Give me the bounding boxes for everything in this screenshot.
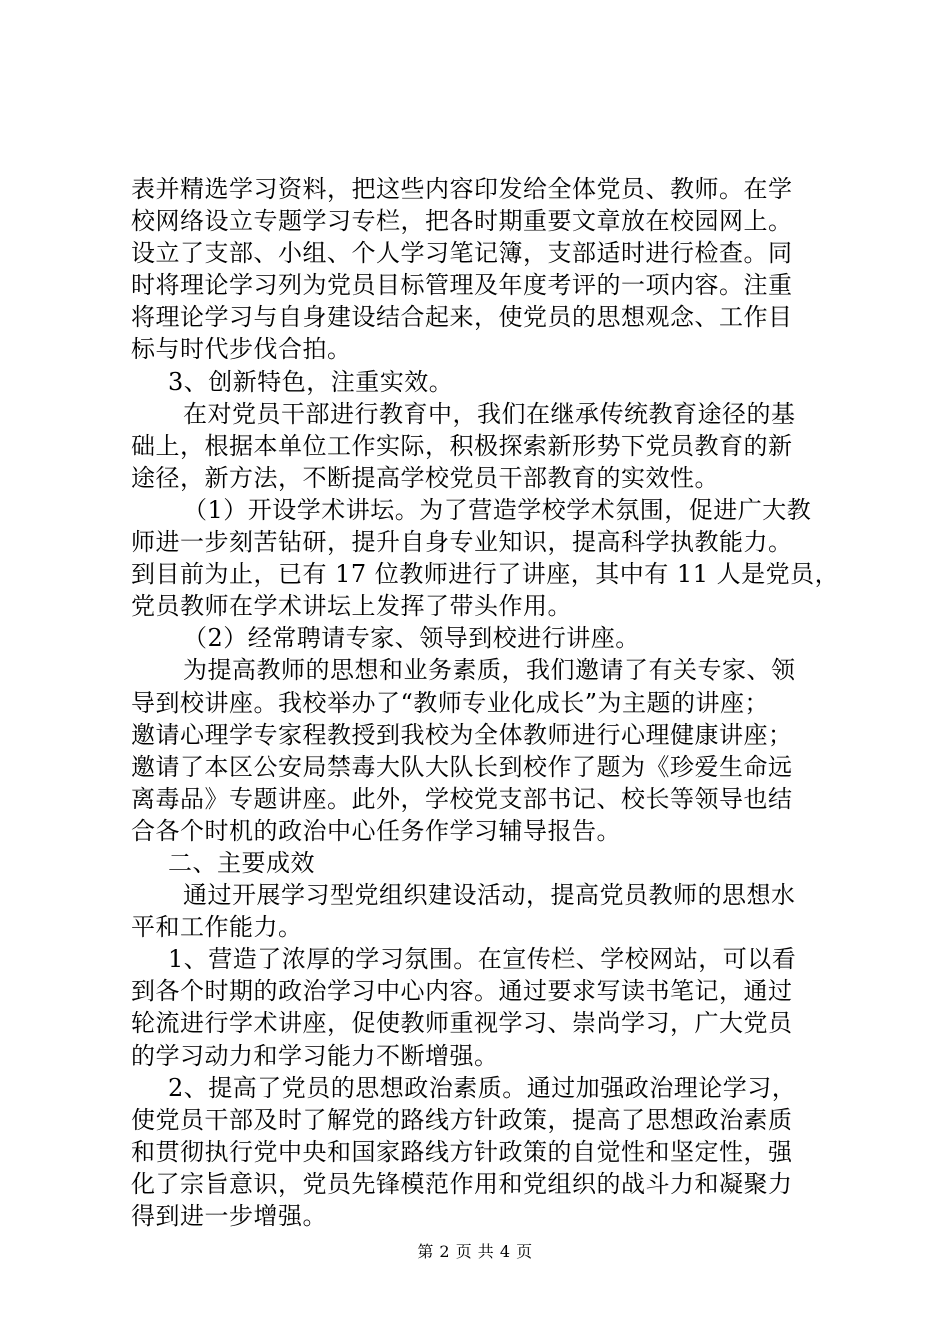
text-line: （1）开设学术讲坛。为了营造学校学术氛围，促进广大教 xyxy=(183,495,812,524)
text-line: 1、营造了浓厚的学习氛围。在宣传栏、学校网站，可以看 xyxy=(168,945,797,974)
text-line: 到各个时期的政治学习中心内容。通过要求写读书笔记，通过 xyxy=(131,977,793,1006)
text-line: 将理论学习与自身建设结合起来，使党员的思想观念、工作目 xyxy=(131,303,793,332)
text-line: 时将理论学习列为党员目标管理及年度考评的一项内容。注重 xyxy=(131,271,793,300)
text-line: 在对党员干部进行教育中，我们在继承传统教育途径的基 xyxy=(183,399,796,428)
text-line: 平和工作能力。 xyxy=(131,913,303,942)
text-line: 导到校讲座。我校举办了“教师专业化成长”为主题的讲座； xyxy=(131,688,770,717)
text-line: 邀请心理学专家程教授到我校为全体教师进行心理健康讲座； xyxy=(131,720,793,749)
text-line: 2、提高了党员的思想政治素质。通过加强政治理论学习， xyxy=(168,1073,797,1102)
document-body xyxy=(131,173,840,1232)
text-line: 使党员干部及时了解党的路线方针政策，提高了思想政治素质 xyxy=(131,1105,793,1134)
text-line: 合各个时机的政治中心任务作学习辅导报告。 xyxy=(131,816,621,845)
section-heading: 二、主要成效 xyxy=(168,848,315,877)
text-line: 和贯彻执行党中央和国家路线方针政策的自觉性和坚定性，强 xyxy=(131,1137,793,1166)
text-line: 表并精选学习资料，把这些内容印发给全体党员、教师。在学 xyxy=(131,175,793,203)
text-line: 化了宗旨意识，党员先锋模范作用和党组织的战斗力和凝聚力 xyxy=(131,1169,793,1198)
text-line: 的学习动力和学习能力不断增强。 xyxy=(131,1041,499,1070)
text-line: 得到进一步增强。 xyxy=(131,1202,327,1230)
text-line: 师进一步刻苦钻研，提升自身专业知识，提高科学执教能力。 xyxy=(131,528,793,557)
text-line: 邀请了本区公安局禁毒大队大队长到校作了题为《珍爱生命远 xyxy=(131,752,793,781)
text-line: 党员教师在学术讲坛上发挥了带头作用。 xyxy=(131,592,572,621)
text-line: 校网络设立专题学习专栏，把各时期重要文章放在校园网上。 xyxy=(131,207,793,236)
text-line: 为提高教师的思想和业务素质，我们邀请了有关专家、领 xyxy=(183,656,796,685)
text-line: 到目前为止，已有 17 位教师进行了讲座，其中有 11 人是党员， xyxy=(131,560,840,589)
text-line: 标与时代步伐合拍。 xyxy=(131,335,352,364)
text-line: 轮流进行学术讲座，促使教师重视学习、崇尚学习，广大党员 xyxy=(131,1009,793,1038)
text-line: 通过开展学习型党组织建设活动，提高党员教师的思想水 xyxy=(183,881,796,910)
text-line: 途径，新方法，不断提高学校党员干部教育的实效性。 xyxy=(131,463,719,492)
section-heading: 3、创新特色，注重实效。 xyxy=(168,367,454,396)
text-line: 础上，根据本单位工作实际，积极探索新形势下党员教育的新 xyxy=(131,431,793,460)
page-number-footer: 第 2 页 共 4 页 xyxy=(417,1242,533,1261)
section-heading: （2）经常聘请专家、领导到校进行讲座。 xyxy=(183,624,640,653)
text-line: 离毒品》专题讲座。此外，学校党支部书记、校长等领导也结 xyxy=(131,784,793,813)
text-line: 设立了支部、小组、个人学习笔记簿，支部适时进行检查。同 xyxy=(131,239,793,268)
